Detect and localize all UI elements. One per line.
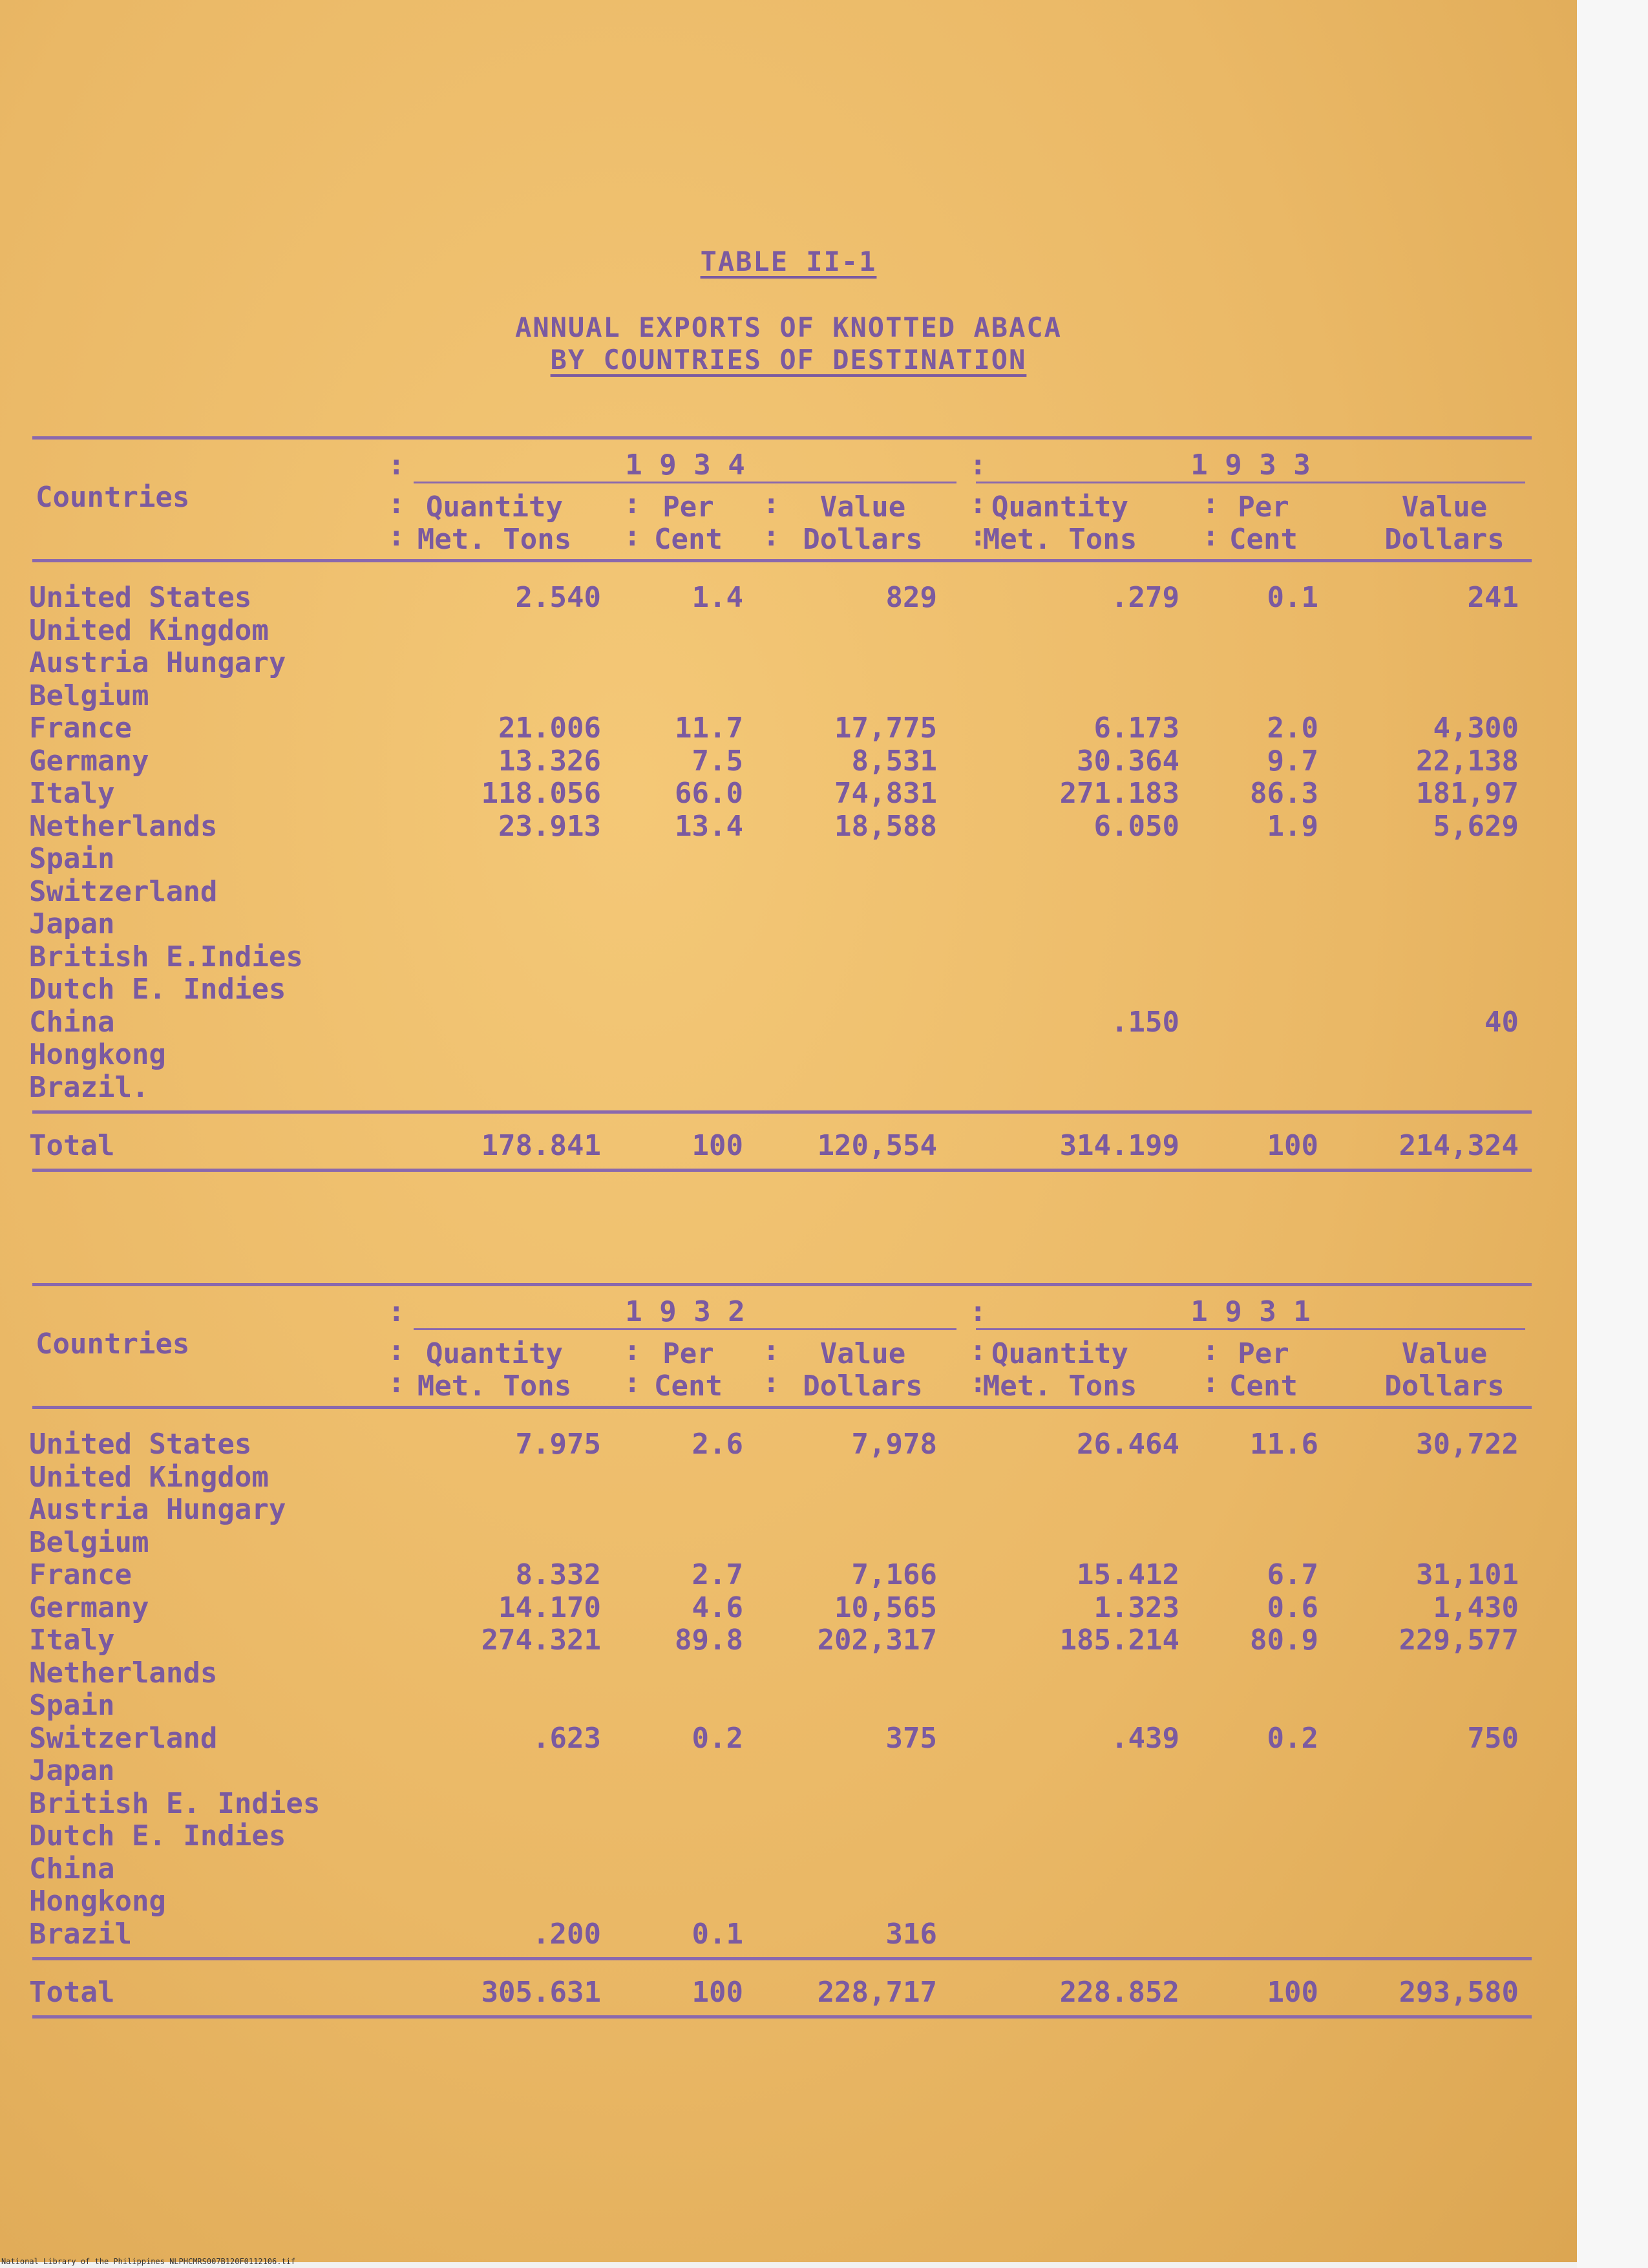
data-cell-p1: 11.7: [675, 712, 743, 745]
data-cell-p1: 0.2: [692, 1722, 743, 1755]
data-cell-v1: 74,831: [834, 777, 937, 810]
country-name: Japan: [29, 1754, 115, 1787]
year-rule-left: [414, 1328, 956, 1330]
scan-footer: National Library of the Philippines NLPHCMRS007B120F0112106.tif: [1, 2257, 296, 2266]
quantity-header: Quantity: [426, 1337, 563, 1370]
country-name: Netherlands: [29, 1657, 218, 1690]
data-cell-q2: .439: [1111, 1722, 1179, 1755]
cent-header: Cent: [1229, 1370, 1298, 1403]
data-cell-q2: .150: [1111, 1006, 1179, 1039]
total-label: Total: [29, 1129, 115, 1162]
data-cell-v1: 7,978: [851, 1428, 937, 1461]
data-cell-q1: .623: [533, 1722, 601, 1755]
data-cell-p1: 2.7: [692, 1558, 743, 1591]
column-separator: :: [969, 449, 987, 482]
country-name: Netherlands: [29, 810, 218, 843]
year-rule-right: [976, 482, 1525, 483]
data-cell-q1: 118.056: [481, 777, 601, 810]
total-cell-q1: 305.631: [481, 1976, 601, 2009]
country-name: France: [29, 712, 132, 745]
total-cell-p2: 100: [1267, 1976, 1318, 2009]
data-cell-v1: 7,166: [851, 1558, 937, 1591]
met-tons-header: Met. Tons: [417, 523, 572, 556]
data-cell-p1: 7.5: [692, 745, 743, 778]
data-cell-q2: 271.183: [1059, 777, 1179, 810]
data-cell-p1: 89.8: [675, 1624, 743, 1657]
dollars-header: Dollars: [803, 1370, 923, 1403]
column-separator: :: [763, 1334, 780, 1367]
cent-header: Cent: [1229, 523, 1298, 556]
met-tons-header: Met. Tons: [417, 1370, 572, 1403]
column-separator: :: [1202, 1366, 1220, 1399]
column-separator: :: [763, 520, 780, 553]
country-name: Japan: [29, 907, 115, 940]
year-left-label: 1 9 3 2: [625, 1295, 745, 1328]
total-top-rule: [32, 1110, 1532, 1114]
country-name: Spain: [29, 1689, 115, 1722]
country-name: Austria Hungary: [29, 646, 286, 679]
cent-header: Cent: [654, 523, 723, 556]
column-separator: :: [1202, 520, 1220, 553]
column-separator: :: [388, 449, 405, 482]
data-cell-q2: 1.323: [1093, 1591, 1179, 1624]
country-name: Belgium: [29, 1526, 149, 1559]
column-separator: :: [624, 487, 641, 520]
column-separator: :: [969, 1334, 987, 1367]
data-cell-v1: 17,775: [834, 712, 937, 745]
data-cell-v1: 10,565: [834, 1591, 937, 1624]
country-name: China: [29, 1006, 115, 1039]
total-cell-p2: 100: [1267, 1129, 1318, 1162]
dollars-header: Dollars: [803, 523, 923, 556]
dollars-header: Dollars: [1384, 523, 1505, 556]
data-cell-q2: 30.364: [1077, 745, 1179, 778]
met-tons-header: Met. Tons: [982, 1370, 1137, 1403]
country-name: British E. Indies: [29, 1787, 321, 1820]
data-cell-p1: 0.1: [692, 1918, 743, 1951]
data-cell-q1: 23.913: [498, 810, 601, 843]
value-header: Value: [1401, 491, 1488, 524]
value-header: Value: [1401, 1337, 1488, 1370]
column-separator: :: [969, 1295, 987, 1328]
country-name: Dutch E. Indies: [29, 973, 286, 1006]
country-name: Germany: [29, 1591, 149, 1624]
header-rule: [32, 559, 1532, 562]
total-cell-v1: 228,717: [817, 1976, 937, 2009]
data-cell-v2: 5,629: [1433, 810, 1519, 843]
country-name: United States: [29, 1428, 252, 1461]
quantity-header: Quantity: [991, 491, 1128, 524]
data-cell-p1: 4.6: [692, 1591, 743, 1624]
data-cell-p2: 6.7: [1267, 1558, 1318, 1591]
scan-margin: [1577, 0, 1648, 2268]
total-cell-v2: 293,580: [1399, 1976, 1519, 2009]
column-separator: :: [969, 520, 987, 553]
data-cell-p2: 86.3: [1250, 777, 1318, 810]
per-header: Per: [662, 491, 714, 524]
total-cell-v2: 214,324: [1399, 1129, 1519, 1162]
country-name: Brazil.: [29, 1071, 149, 1104]
country-name: British E.Indies: [29, 940, 303, 973]
data-cell-v2: 40: [1484, 1006, 1519, 1039]
total-cell-p1: 100: [692, 1976, 743, 2009]
country-name: Switzerland: [29, 1722, 218, 1755]
total-top-rule: [32, 1957, 1532, 1960]
data-cell-p2: 0.6: [1267, 1591, 1318, 1624]
data-cell-v2: 229,577: [1399, 1624, 1519, 1657]
data-cell-v1: 18,588: [834, 810, 937, 843]
data-cell-q2: 185.214: [1059, 1624, 1179, 1657]
column-separator: :: [388, 1295, 405, 1328]
country-name: Dutch E. Indies: [29, 1819, 286, 1852]
total-label: Total: [29, 1976, 115, 2009]
data-cell-q1: 21.006: [498, 712, 601, 745]
country-name: United States: [29, 581, 252, 614]
data-cell-q2: 15.412: [1077, 1558, 1179, 1591]
data-cell-v1: 202,317: [817, 1624, 937, 1657]
quantity-header: Quantity: [426, 491, 563, 524]
column-separator: :: [388, 487, 405, 520]
data-cell-q1: 274.321: [481, 1624, 601, 1657]
total-cell-p1: 100: [692, 1129, 743, 1162]
data-cell-q2: 6.050: [1093, 810, 1179, 843]
year-rule-left: [414, 482, 956, 483]
dollars-header: Dollars: [1384, 1370, 1505, 1403]
header-rule: [32, 1406, 1532, 1409]
data-cell-p1: 1.4: [692, 581, 743, 614]
countries-header: Countries: [36, 481, 190, 514]
data-cell-p2: 11.6: [1250, 1428, 1318, 1461]
table-subtitle-line1: ANNUAL EXPORTS OF KNOTTED ABACA: [515, 312, 1062, 343]
country-name: Italy: [29, 777, 115, 810]
year-left-label: 1 9 3 4: [625, 449, 745, 482]
data-cell-p1: 2.6: [692, 1428, 743, 1461]
data-cell-p2: 9.7: [1267, 745, 1318, 778]
data-cell-q1: 2.540: [515, 581, 601, 614]
column-separator: :: [388, 1334, 405, 1367]
country-name: Italy: [29, 1624, 115, 1657]
country-name: Switzerland: [29, 875, 218, 908]
cent-header: Cent: [654, 1370, 723, 1403]
data-cell-v1: 829: [885, 581, 937, 614]
data-cell-q2: .279: [1111, 581, 1179, 614]
value-header: Value: [819, 491, 906, 524]
data-cell-q2: 26.464: [1077, 1428, 1179, 1461]
data-cell-p2: 0.2: [1267, 1722, 1318, 1755]
data-cell-q1: 13.326: [498, 745, 601, 778]
data-cell-q1: 7.975: [515, 1428, 601, 1461]
data-cell-p2: 80.9: [1250, 1624, 1318, 1657]
data-cell-v1: 316: [885, 1918, 937, 1951]
table-subtitle-line2: BY COUNTRIES OF DESTINATION: [550, 344, 1027, 376]
column-separator: :: [624, 520, 641, 553]
data-cell-v2: 1,430: [1433, 1591, 1519, 1624]
column-separator: :: [388, 520, 405, 553]
data-cell-p1: 66.0: [675, 777, 743, 810]
countries-header: Countries: [36, 1328, 190, 1361]
data-cell-p2: 0.1: [1267, 581, 1318, 614]
value-header: Value: [819, 1337, 906, 1370]
column-separator: :: [1202, 487, 1220, 520]
country-name: Germany: [29, 745, 149, 778]
country-name: Brazil: [29, 1918, 132, 1951]
top-rule: [32, 436, 1532, 440]
total-bottom-rule: [32, 2015, 1532, 2019]
quantity-header: Quantity: [991, 1337, 1128, 1370]
country-name: United Kingdom: [29, 1461, 269, 1494]
country-name: Austria Hungary: [29, 1493, 286, 1526]
data-cell-v2: 22,138: [1416, 745, 1519, 778]
country-name: China: [29, 1852, 115, 1885]
column-separator: :: [763, 1366, 780, 1399]
data-cell-q1: 14.170: [498, 1591, 601, 1624]
data-cell-p2: 2.0: [1267, 712, 1318, 745]
country-name: Hongkong: [29, 1885, 166, 1918]
total-cell-q2: 228.852: [1059, 1976, 1179, 2009]
total-cell-q1: 178.841: [481, 1129, 601, 1162]
data-cell-q1: .200: [533, 1918, 601, 1951]
per-header: Per: [1238, 491, 1289, 524]
data-cell-p1: 13.4: [675, 810, 743, 843]
data-cell-q1: 8.332: [515, 1558, 601, 1591]
per-header: Per: [1238, 1337, 1289, 1370]
column-separator: :: [763, 487, 780, 520]
table-title: TABLE II-1: [700, 246, 877, 277]
country-name: Spain: [29, 842, 115, 875]
column-separator: :: [624, 1334, 641, 1367]
data-cell-p2: 1.9: [1267, 810, 1318, 843]
total-cell-q2: 314.199: [1059, 1129, 1179, 1162]
data-cell-v2: 181,97: [1416, 777, 1519, 810]
top-rule: [32, 1283, 1532, 1286]
country-name: Hongkong: [29, 1038, 166, 1071]
year-rule-right: [976, 1328, 1525, 1330]
data-cell-v2: 31,101: [1416, 1558, 1519, 1591]
total-cell-v1: 120,554: [817, 1129, 937, 1162]
data-cell-v2: 4,300: [1433, 712, 1519, 745]
data-cell-v2: 241: [1467, 581, 1519, 614]
column-separator: :: [388, 1366, 405, 1399]
year-right-label: 1 9 3 3: [1190, 449, 1311, 482]
total-bottom-rule: [32, 1169, 1532, 1172]
country-name: United Kingdom: [29, 614, 269, 647]
data-cell-q2: 6.173: [1093, 712, 1179, 745]
country-name: France: [29, 1558, 132, 1591]
column-separator: :: [969, 1366, 987, 1399]
data-cell-v2: 30,722: [1416, 1428, 1519, 1461]
column-separator: :: [969, 487, 987, 520]
data-cell-v2: 750: [1467, 1722, 1519, 1755]
data-cell-v1: 375: [885, 1722, 937, 1755]
data-cell-v1: 8,531: [851, 745, 937, 778]
year-right-label: 1 9 3 1: [1190, 1295, 1311, 1328]
met-tons-header: Met. Tons: [982, 523, 1137, 556]
column-separator: :: [1202, 1334, 1220, 1367]
column-separator: :: [624, 1366, 641, 1399]
country-name: Belgium: [29, 679, 149, 712]
per-header: Per: [662, 1337, 714, 1370]
